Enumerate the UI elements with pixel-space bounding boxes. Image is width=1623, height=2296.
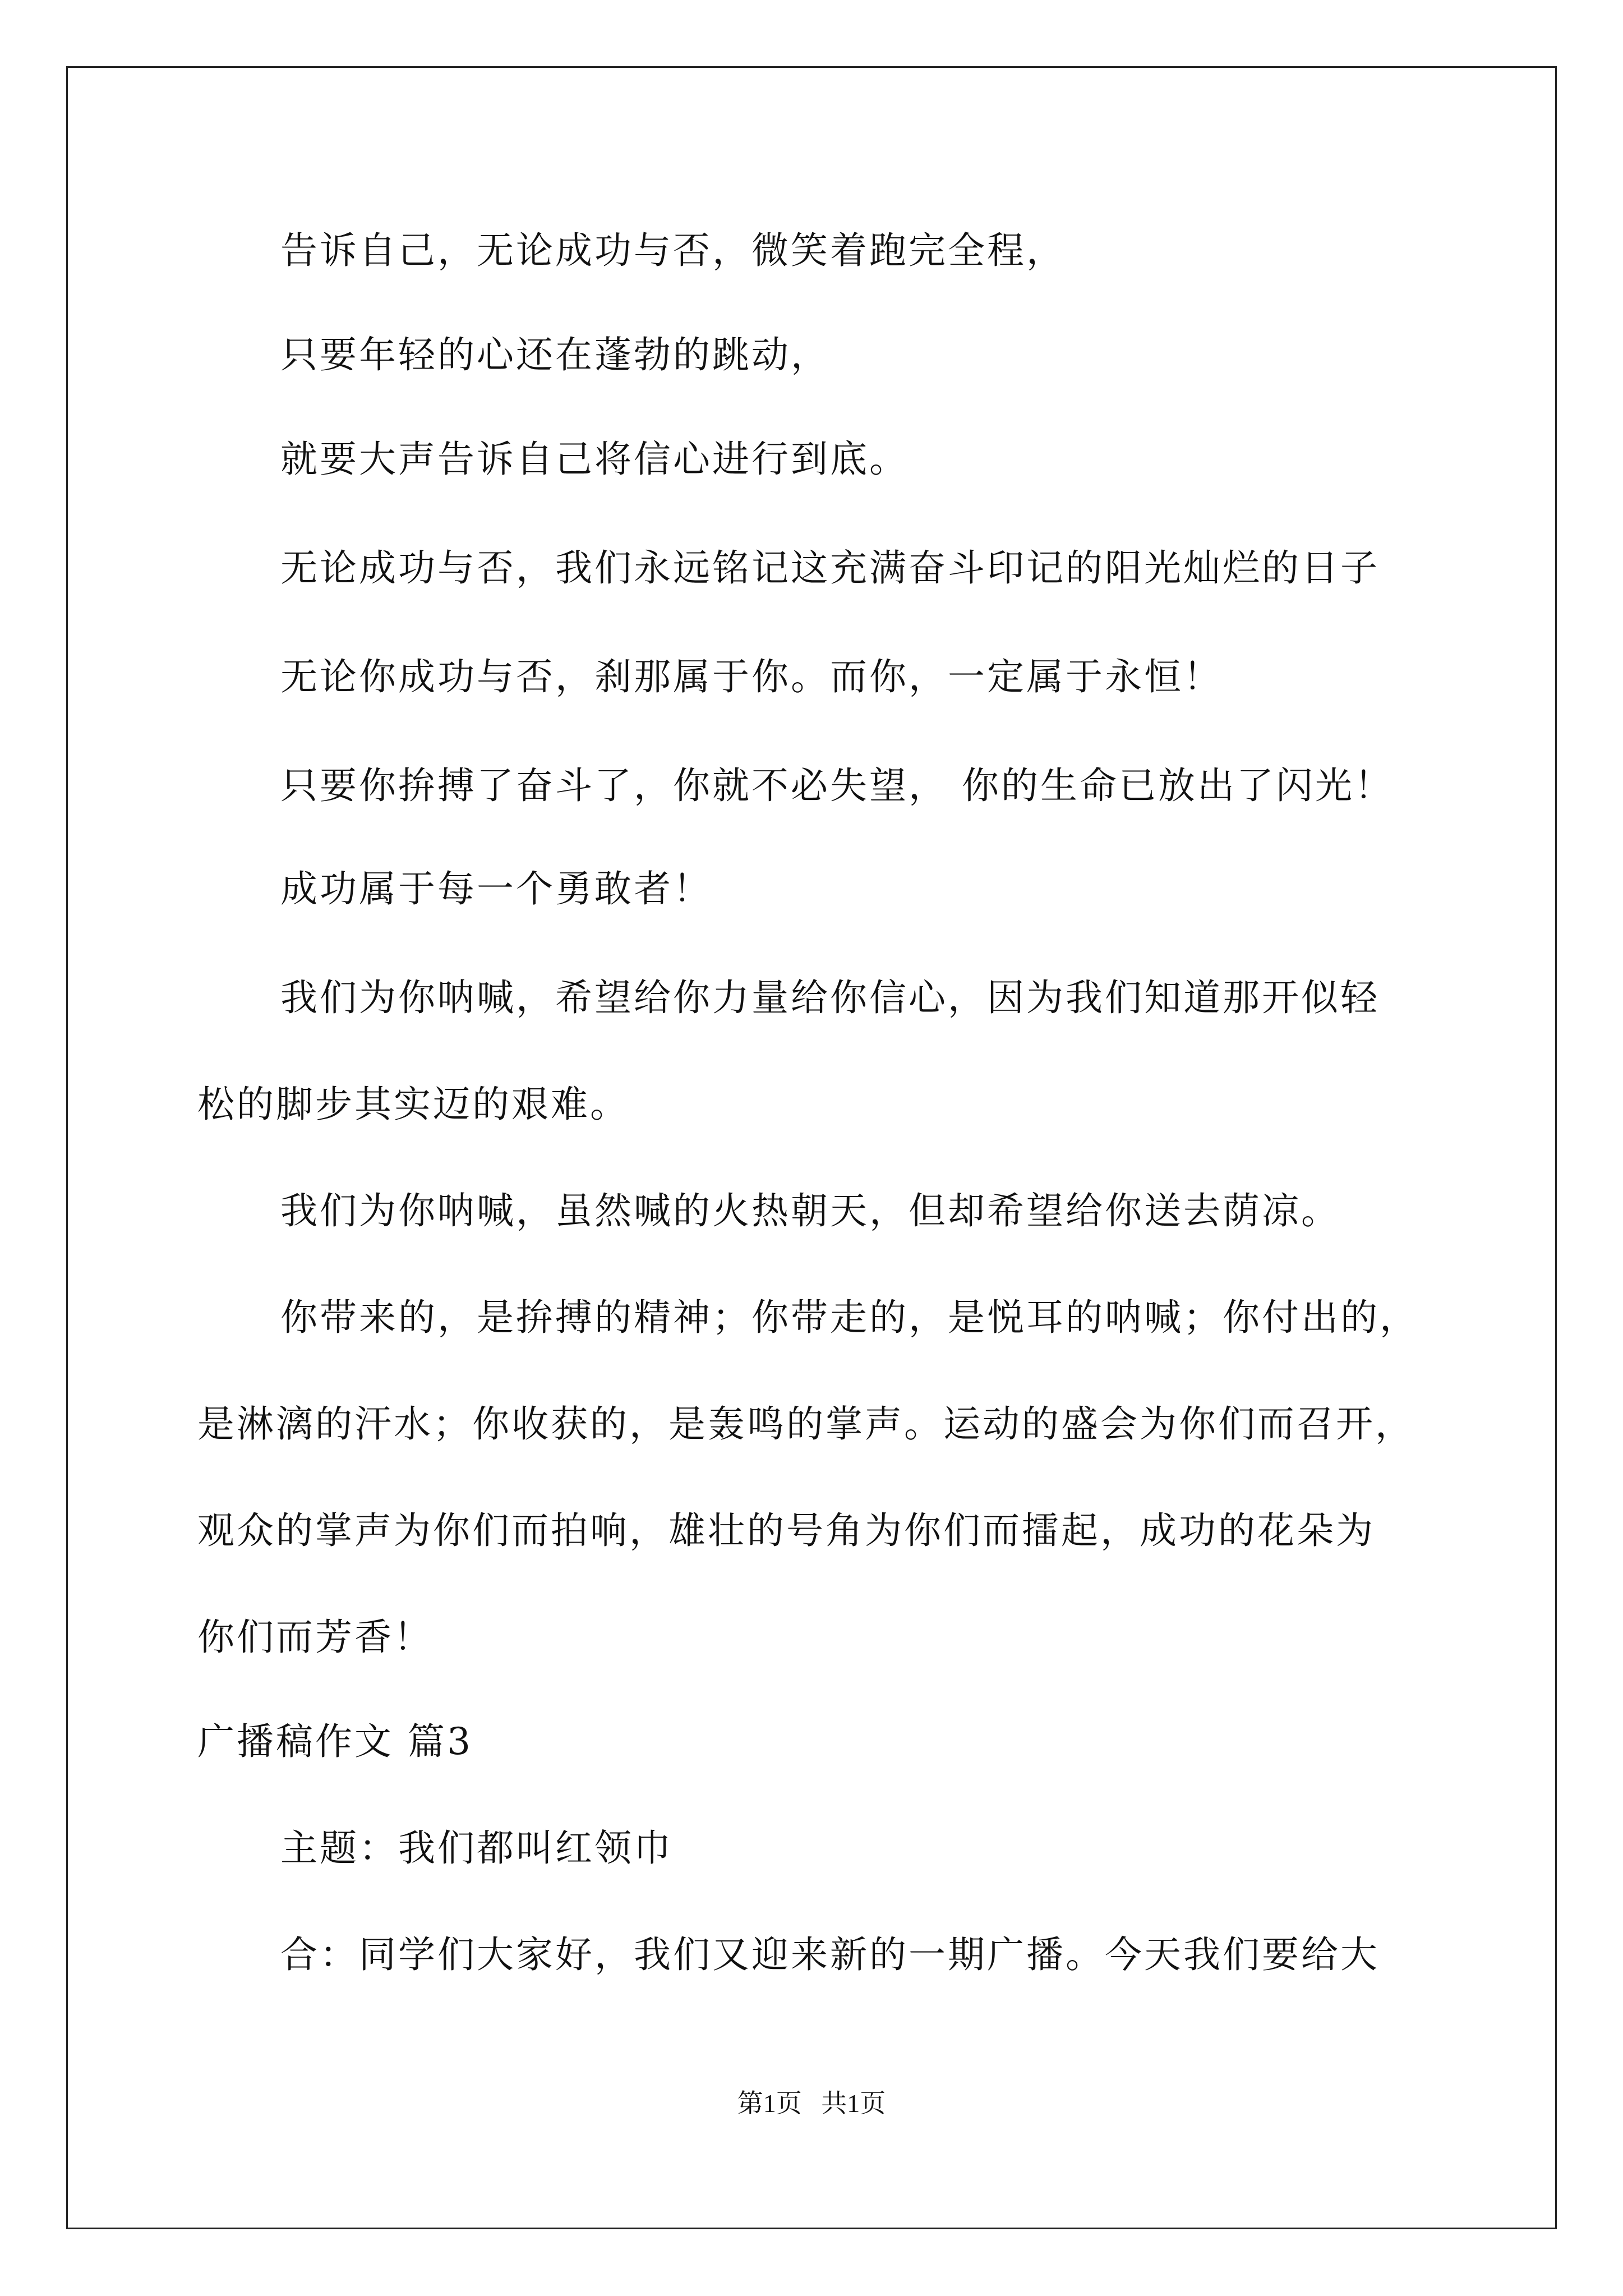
body-line-14: 你们而芳香！ (197, 1616, 433, 1659)
section-heading: 广播稿作文 篇3 (197, 1720, 473, 1763)
body-line-11: 你带来的，是拚搏的精神；你带走的，是悦耳的呐喊；你付出的， (280, 1296, 1419, 1339)
body-line-6: 只要你拚搏了奋斗了，你就不必失望， 你的生命已放出了闪光！ (280, 764, 1394, 807)
body-line-7: 成功属于每一个勇敢者！ (280, 867, 712, 910)
page-border (66, 66, 1557, 2229)
body-line-3: 就要大声告诉自己将信心进行到底。 (280, 438, 909, 481)
body-line-9: 松的脚步其实迈的艰难。 (197, 1083, 629, 1126)
body-line-5: 无论你成功与否，刹那属于你。而你，一定属于永恒！ (280, 655, 1223, 698)
body-line-8: 我们为你呐喊，希望给你力量给你信心，因为我们知道那开似轻 (280, 976, 1380, 1019)
body-line-4: 无论成功与否，我们永远铭记这充满奋斗印记的阳光灿烂的日子 (280, 546, 1380, 590)
body-line-1: 告诉自己，无论成功与否，微笑着跑完全程， (280, 229, 1066, 272)
page-total: 共1页 (821, 2089, 886, 2118)
body-line-13: 观众的掌声为你们而拍响，雄壮的号角为你们而擂起，成功的花朵为 (197, 1509, 1375, 1552)
page-number: 第1页 (737, 2089, 802, 2118)
body-line-10: 我们为你呐喊，虽然喊的火热朝天，但却希望给你送去荫凉。 (280, 1189, 1340, 1232)
body-line-16: 主题：我们都叫红领巾 (280, 1826, 673, 1870)
body-line-12: 是淋漓的汗水；你收获的，是轰鸣的掌声。运动的盛会为你们而召开， (197, 1402, 1414, 1446)
body-line-17: 合：同学们大家好，我们又迎来新的一期广播。今天我们要给大 (280, 1933, 1380, 1976)
body-line-2: 只要年轻的心还在蓬勃的跳动， (280, 333, 830, 376)
page-footer (0, 2087, 1623, 2120)
